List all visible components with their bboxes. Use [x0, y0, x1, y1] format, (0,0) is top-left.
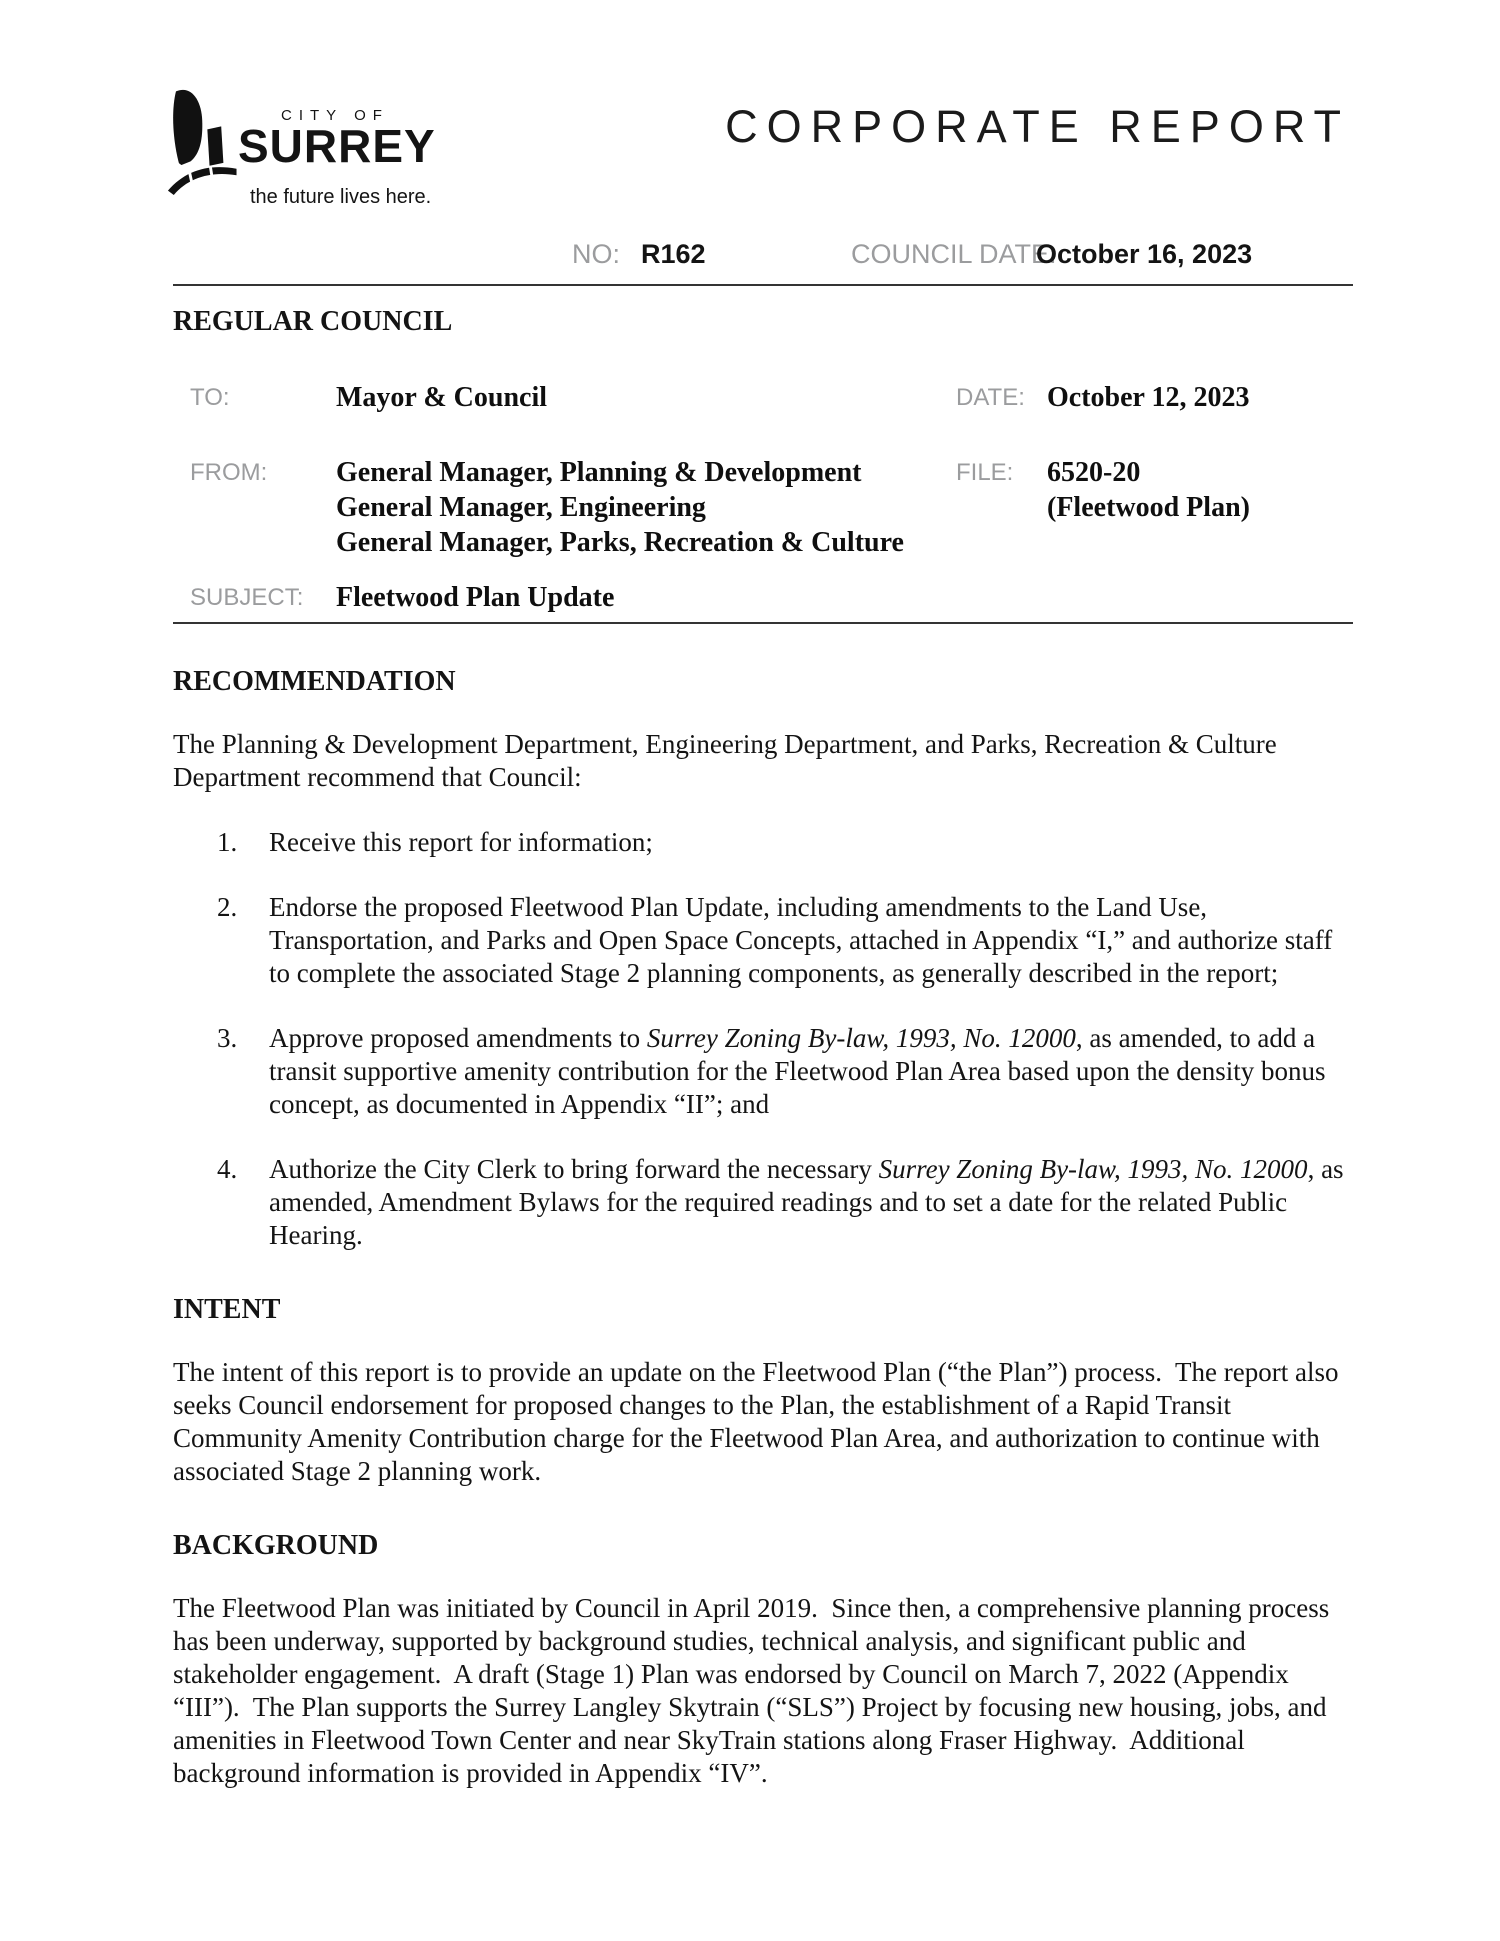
from-line: General Manager, Parks, Recreation & Culture: [336, 527, 904, 558]
from-label: FROM:: [190, 459, 268, 486]
file-line: (Fleetwood Plan): [1047, 492, 1250, 523]
from-value: [336, 455, 956, 560]
to-value: Mayor & Council: [336, 382, 548, 413]
report-no-value: R162: [641, 239, 706, 269]
background-paragraph: The Fleetwood Plan was initiated by Council in April 2019. Since then, a comprehensive planning process has been underway, supported by background studies, technical analysis, and significant public and stakeholder engagement. A draft (Stage 1) Plan was endorsed by Council on March 7, 2022 (Appendix “III”). The Plan supports the Surrey Langley Skytrain (“SLS”) Project by focusing new housing, jobs, and amenities in Fleetwood Town Center and near SkyTrain stations along Fraser Highway. Additional background information is provided in Appendix “IV”.: [173, 1593, 1337, 1788]
from-line: General Manager, Engineering: [336, 492, 706, 523]
file-line: 6520-20: [1047, 457, 1141, 488]
recommendation-list: [173, 826, 1350, 1252]
file-value: [1047, 455, 1353, 525]
surrey-logo: [165, 87, 436, 209]
background-heading: BACKGROUND: [173, 1530, 379, 1561]
recommendation-item-text: Authorize the City Clerk to bring forward the necessary Surrey Zoning By-law, 1993, No. 12000, as amended, Amendment Bylaws for the required readings and to set a date for the related Public Hearing.: [269, 1154, 1351, 1250]
council-date-label: COUNCIL DATE:: [851, 239, 1057, 269]
to-date-row: [173, 380, 1353, 415]
recommendation-item: [173, 891, 1350, 990]
report-number-row: [0, 238, 1500, 272]
subject-divider: [173, 622, 1353, 624]
from-line: General Manager, Planning & Development: [336, 457, 862, 488]
council-section-label: REGULAR COUNCIL: [173, 306, 453, 337]
recommendation-heading: RECOMMENDATION: [173, 666, 456, 697]
logo-tagline: the future lives here.: [250, 186, 432, 208]
logo-surrey-wordmark: SURREY: [238, 120, 436, 172]
recommendation-item-number: 3.: [217, 1023, 238, 1053]
recommendation-item-number: 2.: [217, 892, 238, 922]
subject-label: SUBJECT:: [190, 584, 304, 611]
logo-city-of: CITY OF: [281, 107, 389, 124]
file-label: FILE:: [956, 459, 1014, 486]
recommendation-item-number: 1.: [217, 827, 238, 857]
recommendation-item: [173, 826, 1350, 859]
surrey-logo-text: [238, 107, 436, 209]
council-date-value: October 16, 2023: [1036, 239, 1253, 269]
intent-heading: INTENT: [173, 1294, 281, 1325]
header-divider: [173, 284, 1353, 286]
report-body: [173, 665, 1350, 1790]
recommendation-item-text: Endorse the proposed Fleetwood Plan Update, including amendments to the Land Use, Transportation, and Parks and Open Space Concepts, attached in Appendix “I,” and authorize staff to complete the associated Stage 2 planning components, as generally described in the report;: [269, 892, 1339, 988]
recommendation-item-number: 4.: [217, 1154, 238, 1184]
recommendation-item: [173, 1153, 1350, 1252]
recommendation-item-text: Receive this report for information;: [269, 827, 653, 857]
report-no-label: NO:: [572, 239, 621, 269]
recommendation-item: [173, 1022, 1350, 1121]
surrey-sail-swoosh-icon: [165, 87, 238, 195]
report-title: CORPORATE REPORT: [725, 101, 1350, 152]
recommendation-intro: The Planning & Development Department, Engineering Department, and Parks, Recreation & Culture Department recommend that Council:: [173, 729, 1284, 792]
from-file-row: [173, 455, 1353, 560]
intent-paragraph: The intent of this report is to provide an update on the Fleetwood Plan (“the Plan”) process. The report also seeks Council endorsement for proposed changes to the Plan, the establishment of a Rapid Transit Community Amenity Contribution charge for the Fleetwood Plan Area, and authorization to continue with associated Stage 2 planning work.: [173, 1357, 1346, 1486]
to-label: TO:: [190, 384, 230, 411]
date-value: October 12, 2023: [1047, 382, 1250, 413]
subject-value: Fleetwood Plan Update: [336, 582, 615, 613]
recommendation-item-text: Approve proposed amendments to Surrey Zoning By-law, 1993, No. 12000, as amended, to add a transit supportive amenity contribution for the Fleetwood Plan Area based upon the density bonus concept, as documented in Appendix “II”; and: [269, 1023, 1333, 1119]
subject-row: [173, 580, 1353, 615]
date-label: DATE:: [956, 384, 1025, 411]
